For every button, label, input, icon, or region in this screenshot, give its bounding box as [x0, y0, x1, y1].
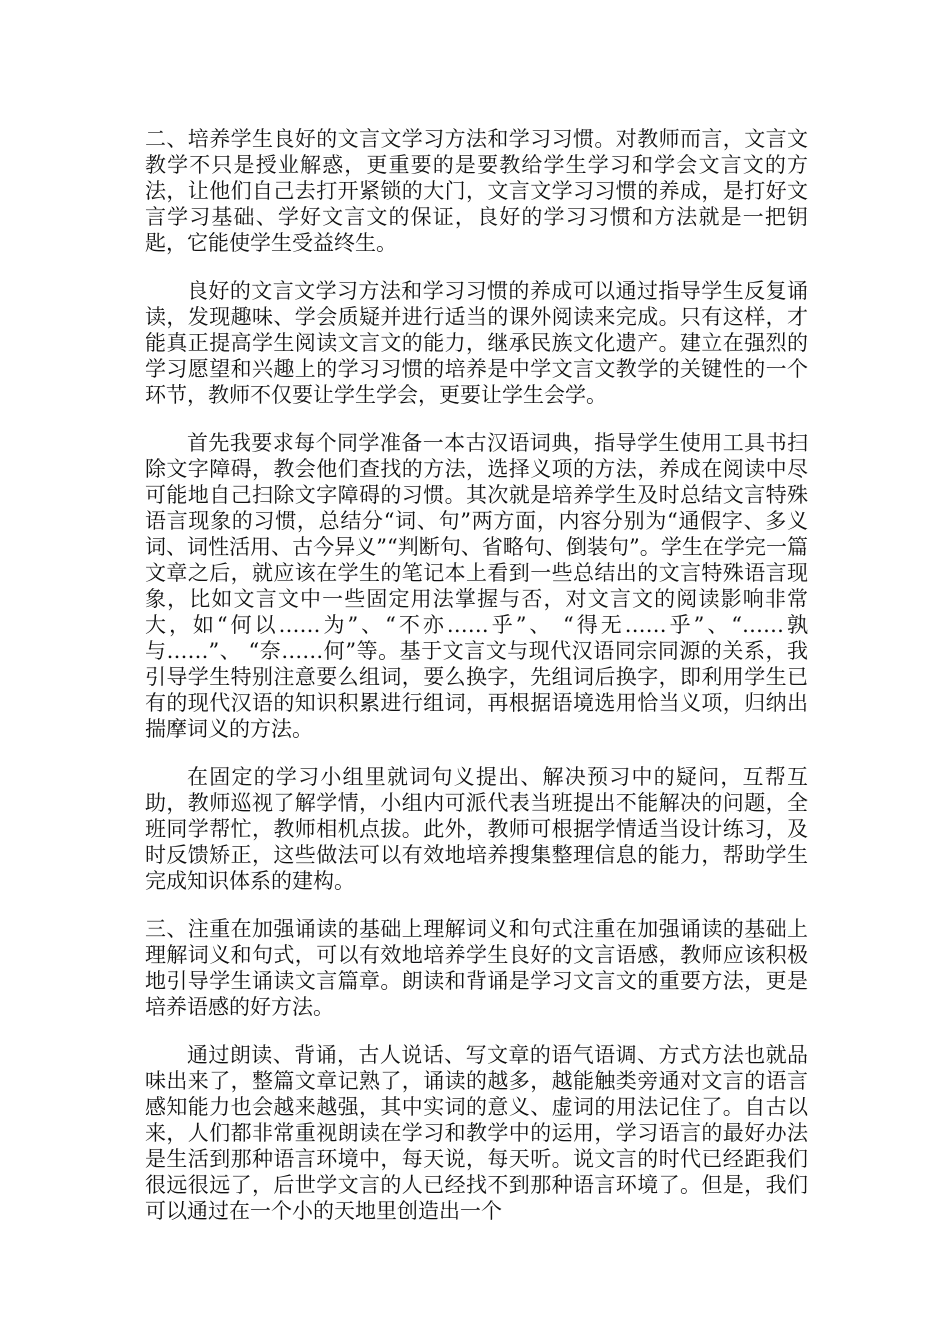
- paragraph-2: 良好的文言文学习方法和学习习惯的养成可以通过指导学生反复诵读，发现趣味、学会质疑并进行适当的课外阅读来完成。只有这样，才能真正提高学生阅读文言文的能力，继承民族文化遗产。建立在强烈的学习愿望和兴趣上的学习习惯的培养是中学文言文教学的关键性的一个环节，教师不仅要让学生学会，更要让学生会学。: [145, 279, 808, 407]
- paragraph-4: 在固定的学习小组里就词句义提出、解决预习中的疑问，互帮互助，教师巡视了解学情，小组内可派代表当班提出不能解决的问题，全班同学帮忙，教师相机点拔。此外，教师可根据学情适当设计练习，及时反馈矫正，这些做法可以有效地培养搜集整理信息的能力，帮助学生完成知识体系的建构。: [145, 765, 808, 893]
- paragraph-1: 二、培养学生良好的文言文学习方法和学习习惯。对教师而言，文言文教学不只是授业解惑，更重要的是要教给学生学习和学会文言文的方法，让他们自己去打开紧锁的大门，文言文学习习惯的养成，是打好文言学习基础、学好文言文的保证，良好的学习习惯和方法就是一把钥匙，它能使学生受益终生。: [145, 127, 808, 255]
- paragraph-6: 通过朗读、背诵，古人说话、写文章的语气语调、方式方法也就品味出来了，整篇文章记熟了，诵读的越多，越能触类旁通对文言的语言感知能力也会越来越强，其中实词的意义、虚词的用法记住了。自古以来，人们都非常重视朗读在学习和教学中的运用，学习语言的最好办法是生活到那种语言环境中，每天说，每天听。说文言的时代已经距我们很远很远了，后世学文言的人已经找不到那种语言环境了。但是，我们可以通过在一个小的天地里创造出一个: [145, 1043, 808, 1223]
- paragraph-5: 三、注重在加强诵读的基础上理解词义和句式注重在加强诵读的基础上理解词义和句式，可以有效地培养学生良好的文言语感，教师应该积极地引导学生诵读文言篇章。朗读和背诵是学习文言文的重要方法，更是培养语感的好方法。: [145, 917, 808, 1019]
- paragraph-3: 首先我要求每个同学准备一本古汉语词典，指导学生使用工具书扫除文字障碍，教会他们查找的方法，选择义项的方法，养成在阅读中尽可能地自己扫除文字障碍的习惯。其次就是培养学生及时总结文言特殊语言现象的习惯，总结分“词、句”两方面，内容分别为“通假字、多义词、词性活用、古今异义”“判断句、省略句、倒装句”。学生在学完一篇文章之后，就应该在学生的笔记本上看到一些总结出的文言特殊语言现象，比如文言文中一些固定用法掌握与否，对文言文的阅读影响非常大，如“何以……为”、“不亦……乎”、 “得无……乎”、“……孰与……”、 “奈……何”等。基于文言文与现代汉语同宗同源的关系，我引导学生特别注意要么组词，要么换字，先组词后换字，即利用学生已有的现代汉语的知识积累进行组词，再根据语境选用恰当义项，归纳出揣摩词义的方法。: [145, 431, 808, 741]
- document-page: [145, 126, 808, 1246]
